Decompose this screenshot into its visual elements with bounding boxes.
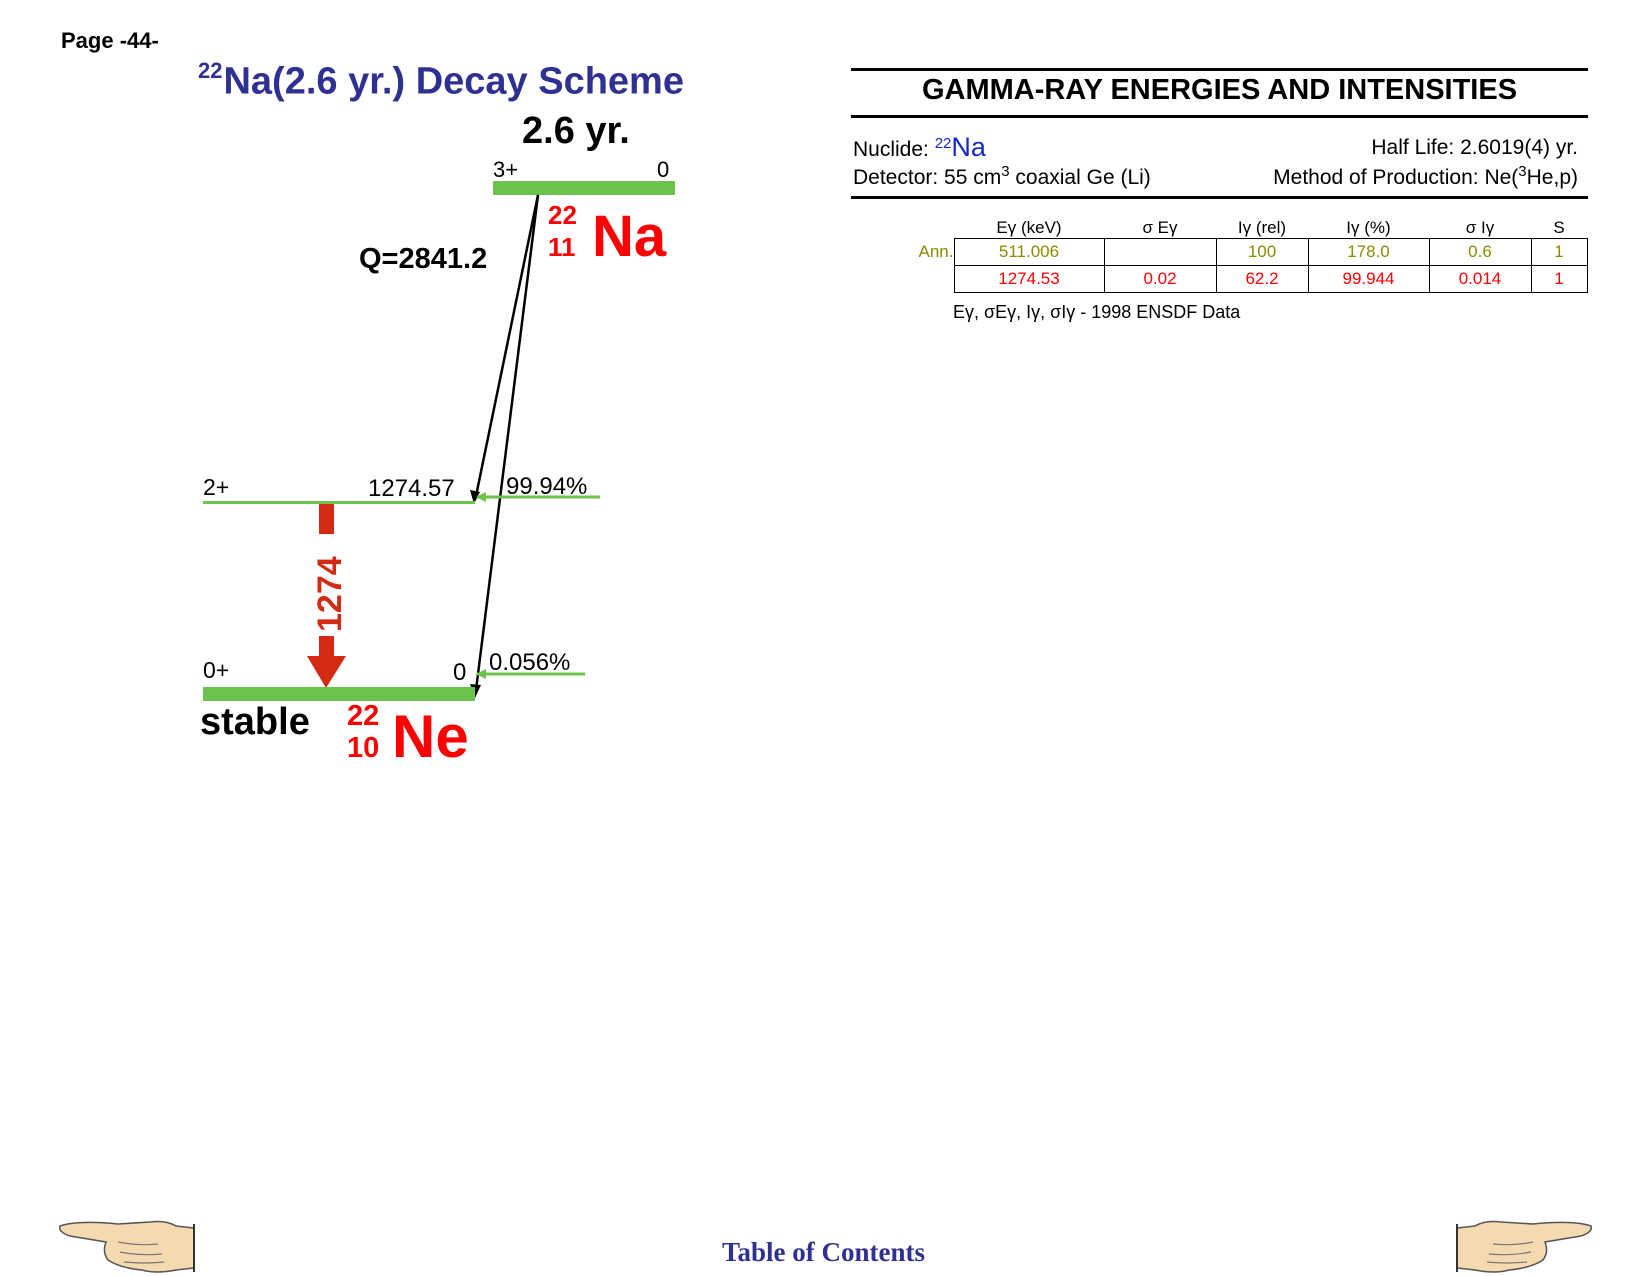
- row-label: Ann.: [918, 242, 954, 261]
- cell-s: 1: [1531, 239, 1587, 266]
- cell-ipct: 99.944: [1308, 266, 1429, 293]
- data-source: [953, 302, 1240, 323]
- table-header-row: [851, 208, 1587, 239]
- detector-sup: 3: [1001, 163, 1010, 180]
- table-row: [851, 239, 1587, 266]
- parent-spin: 3+: [493, 157, 519, 182]
- nuclide-mass: 22: [934, 135, 952, 152]
- gamma-table: [851, 208, 1588, 293]
- bottom-rule: [851, 196, 1588, 199]
- gamma-arrow-shaft: [319, 636, 334, 656]
- ground-spin: 0+: [203, 657, 230, 683]
- parent-halflife: 2.6 yr.: [522, 110, 630, 152]
- gamma-energy-label: 1274: [311, 556, 349, 632]
- nuclide-label: Nuclide:: [853, 138, 929, 161]
- parent-z: 11: [548, 232, 576, 262]
- gamma-arrow-top: [319, 504, 334, 534]
- method-text-post: He,p): [1526, 166, 1578, 189]
- detector-line: [853, 163, 1151, 190]
- gamma-arrow-head: [307, 656, 346, 688]
- q-value: Q=2841.2: [359, 243, 488, 275]
- source-ref: 1998 ENSDF Data: [1091, 302, 1241, 322]
- top-rule: [851, 68, 1588, 71]
- ground-level-bar: [203, 687, 475, 701]
- daughter-symbol: Ne: [392, 703, 469, 770]
- row-label: [851, 266, 954, 293]
- title-text: Na(2.6 yr.) Decay Scheme: [223, 60, 684, 103]
- method-line: [1273, 163, 1578, 190]
- col-header: S: [1553, 218, 1565, 237]
- detector-text-post: coaxial Ge (Li): [1009, 166, 1151, 189]
- source-sep: -: [1075, 302, 1092, 322]
- method-sup: 3: [1518, 163, 1527, 180]
- nuclide-line: [853, 132, 986, 163]
- cell-sigma-energy: 0.02: [1104, 266, 1216, 293]
- gamma-table-title: GAMMA-RAY ENERGIES AND INTENSITIES: [921, 74, 1518, 106]
- cell-irel: 100: [1216, 239, 1308, 266]
- cell-energy: 511.006: [954, 239, 1104, 266]
- detector-text: Detector: 55 cm: [853, 166, 1002, 189]
- cell-s: 1: [1531, 266, 1587, 293]
- method-text: Method of Production: Ne(: [1273, 166, 1519, 189]
- parent-symbol: Na: [592, 204, 667, 269]
- cell-sigma-energy: [1104, 239, 1216, 266]
- cell-irel: 62.2: [1216, 266, 1308, 293]
- nuclide-symbol: Na: [951, 132, 986, 162]
- title-mass: 22: [198, 58, 223, 83]
- parent-energy: 0: [657, 157, 670, 182]
- daughter-status: stable: [200, 701, 310, 743]
- ground-energy: 0: [453, 659, 467, 686]
- table-of-contents-link[interactable]: Table of Contents: [722, 1237, 926, 1267]
- table-row: [851, 266, 1587, 293]
- cell-sigma-i: 0.014: [1429, 266, 1531, 293]
- col-header: Eγ (keV): [996, 218, 1062, 237]
- pointing-hand-left-icon[interactable]: [58, 1216, 203, 1276]
- branch-1274-percent: 99.94%: [506, 473, 588, 500]
- daughter-mass: 22: [347, 700, 380, 732]
- page-label: Page -44-: [61, 28, 159, 53]
- parent-mass: 22: [548, 200, 577, 230]
- level-1274-spin: 2+: [203, 474, 230, 500]
- pointing-hand-right-icon[interactable]: [1448, 1216, 1593, 1276]
- half-life: Half Life: 2.6019(4) yr.: [1371, 136, 1578, 159]
- source-vars: Eγ, σEγ, Iγ, σIγ: [953, 302, 1076, 322]
- branch-ground-percent: 0.056%: [489, 649, 571, 676]
- col-header: Iγ (rel): [1237, 218, 1287, 237]
- daughter-z: 10: [347, 732, 380, 764]
- cell-ipct: 178.0: [1308, 239, 1429, 266]
- cell-energy: 1274.53: [954, 266, 1104, 293]
- mid-rule: [851, 115, 1588, 118]
- level-1274-energy: 1274.57: [368, 475, 455, 502]
- col-header: σ Eγ: [1142, 218, 1178, 237]
- cell-sigma-i: 0.6: [1429, 239, 1531, 266]
- parent-level-bar: [493, 181, 675, 195]
- col-header: Iγ (%): [1346, 218, 1391, 237]
- col-header: σ Iγ: [1465, 218, 1495, 237]
